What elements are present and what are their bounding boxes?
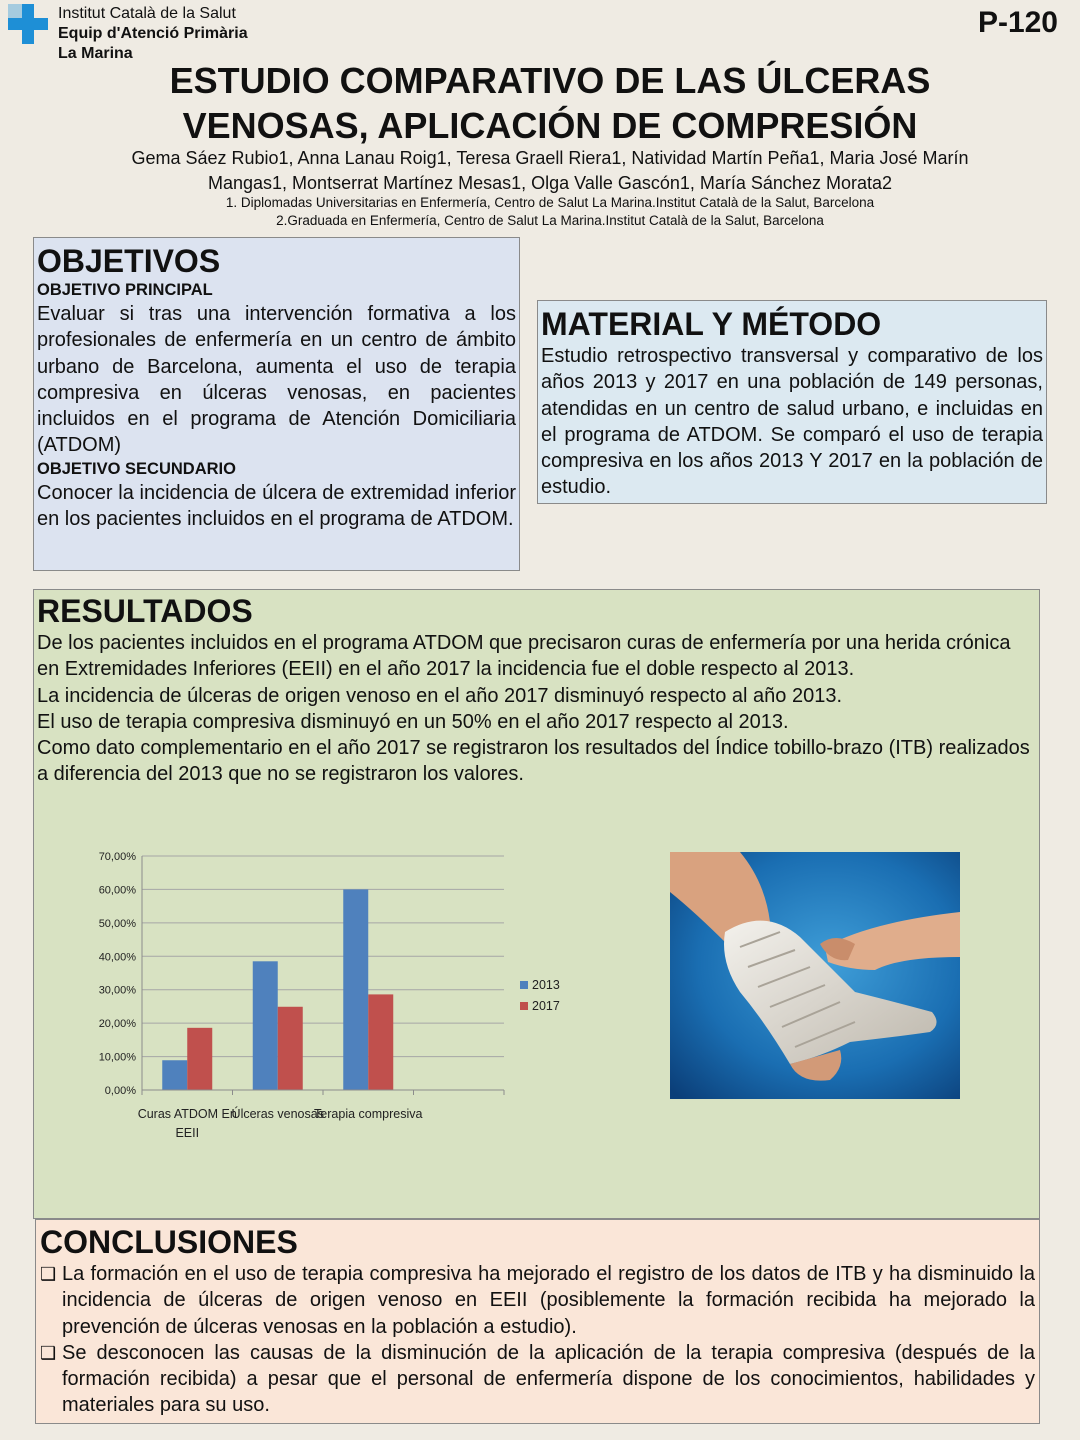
y-tick-label: 50,00% <box>98 917 136 930</box>
y-tick-label: 40,00% <box>98 951 136 964</box>
y-tick-label: 10,00% <box>98 1051 136 1064</box>
y-tick-label: 70,00% <box>98 851 136 863</box>
conclusion-text-1: La formación en el uso de terapia compresiva ha mejorado el registro de los datos de ITB y ha disminuido la incidencia de úlceras de origen venoso en EEII (posiblemente la formación recibida ha mejorado la prevención de úlceras venosas en la población a estudio). <box>62 1263 1035 1338</box>
material-heading: MATERIAL Y MÉTODO <box>541 306 882 342</box>
material-text: Estudio retrospectivo transversal y comparativo de los años 2013 y 2017 en una población de 149 personas, atendidas en un centro de salud urbano, e incluidas en el programa de ATDOM. Se comparó el uso de terapia compresiva en los años 2013 Y 2017 en la población de estudio. <box>541 345 1043 499</box>
authors-line-1: Gema Sáez Rubio1, Anna Lanau Roig1, Teresa Graell Riera1, Natividad Martín Peña1, Maria José Marín <box>131 148 969 168</box>
legend-swatch-2017 <box>520 1002 528 1010</box>
org-line-2: Equip d'Atenció Primària <box>58 25 248 42</box>
legend-swatch-2013 <box>520 981 528 989</box>
poster-code: P-120 <box>977 6 1058 39</box>
resultados-heading: RESULTADOS <box>37 593 253 629</box>
y-tick-label: 60,00% <box>98 884 136 897</box>
y-tick-label: 20,00% <box>98 1018 136 1031</box>
objetivo-secundario-text: Conocer la incidencia de úlcera de extremidad inferior en los pacientes incluidos en el programa de ATDOM. <box>37 481 516 531</box>
objetivos-box <box>33 237 520 571</box>
resultados-paragraph-2: La incidencia de úlceras de origen venoso en el año 2017 disminuyó respecto al año 2013. <box>37 684 842 707</box>
legend-label-2017: 2017 <box>532 999 560 1013</box>
checkbox-bullet-icon: ❑ <box>40 1264 57 1284</box>
compression-bandage-photo <box>670 852 960 1099</box>
poster-title <box>80 58 1020 148</box>
x-category-label: EEII <box>175 1126 200 1140</box>
y-tick-label: 30,00% <box>98 984 136 997</box>
legend-label-2013: 2013 <box>532 978 560 992</box>
ics-logo-cross-icon <box>8 4 48 44</box>
conclusion-text-2: Se desconocen las causas de la disminución de la aplicación de la terapia compresiva (después de la formación recibida) a pesar que el personal de enfermería dispone de los conocimientos, habilidades y materiales para su uso. <box>62 1341 1035 1417</box>
organization-name <box>58 4 248 64</box>
authors-line-2: Mangas1, Montserrat Martínez Mesas1, Olga Valle Gascón1, María Sánchez Morata2 <box>208 173 892 193</box>
resultados-paragraph-1: De los pacientes incluidos en el programa ATDOM que precisaron curas de enfermería por una herida crónica en Extremidades Inferiores (EEII) en el año 2017 la incidencia fue el doble respecto al 2013. <box>37 632 1011 681</box>
title-line-1: ESTUDIO COMPARATIVO DE LAS ÚLCERAS <box>169 60 931 101</box>
bar-2013-1 <box>162 1060 187 1090</box>
objetivos-heading: OBJETIVOS <box>37 243 221 279</box>
bar-chart <box>80 838 580 1148</box>
resultados-paragraph-4: Como dato complementario en el año 2017 se registraron los resultados del Índice tobillo-brazo (ITB) realizados a diferencia del 2013 que no se registraron los valores. <box>37 737 1030 786</box>
bar-2013-2 <box>253 961 278 1090</box>
org-line-1: Institut Català de la Salut <box>58 5 236 22</box>
conclusiones-box <box>35 1219 1040 1424</box>
resultados-paragraph-3: El uso de terapia compresiva disminuyó en un 50% en el año 2017 respecto al 2013. <box>37 710 789 733</box>
y-tick-label: 0,00% <box>104 1085 136 1097</box>
affiliations <box>60 194 1040 230</box>
affiliation-1: 1. Diplomadas Universitarias en Enfermería, Centro de Salut La Marina.Institut Català de la Salut, Barcelona <box>225 195 875 210</box>
material-metodo-box <box>537 300 1047 504</box>
conclusion-item <box>40 1340 1035 1419</box>
bar-2013-3 <box>343 889 368 1090</box>
bar-2017-2 <box>278 1007 303 1090</box>
conclusiones-heading: CONCLUSIONES <box>40 1224 298 1260</box>
objetivo-secundario-label: OBJETIVO SECUNDARIO <box>37 459 236 478</box>
bar-2017-3 <box>368 994 393 1090</box>
checkbox-bullet-icon: ❑ <box>40 1342 57 1363</box>
x-category-label: Terapia compresiva <box>314 1107 423 1121</box>
org-line-3: La Marina <box>58 45 133 62</box>
bar-2017-1 <box>187 1028 212 1090</box>
conclusion-item <box>40 1261 1035 1340</box>
objetivo-principal-text: Evaluar si tras una intervención formativa a los profesionales de enfermería en un centro de ámbito urbano de Barcelona, aumenta el uso de terapia compresiva en úlceras venosas, en pacientes incluidos en el programa de Atención Domiciliaria (ATDOM) <box>37 303 516 457</box>
objetivo-principal-label: OBJETIVO PRINCIPAL <box>37 281 213 299</box>
title-line-2: VENOSAS, APLICACIÓN DE COMPRESIÓN <box>182 105 918 146</box>
affiliation-2: 2.Graduada en Enfermería, Centro de Salut La Marina.Institut Català de la Salut, Barcelona <box>276 213 824 228</box>
authors <box>60 146 1040 196</box>
x-category-label: Úlceras venosas <box>231 1107 324 1121</box>
x-category-label: Curas ATDOM En <box>137 1107 237 1121</box>
